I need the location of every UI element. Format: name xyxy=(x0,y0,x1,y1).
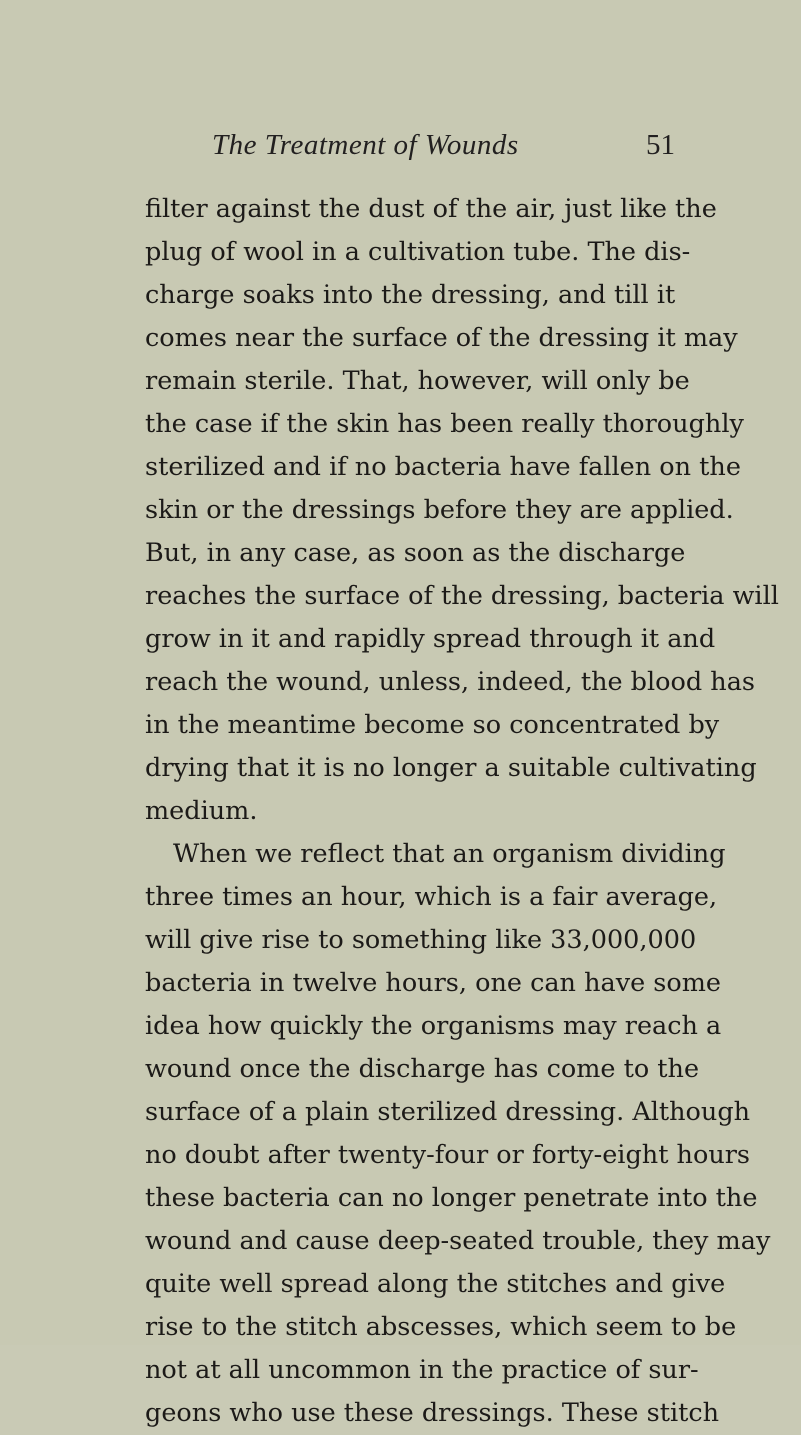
text-line: wound once the discharge has come to the xyxy=(145,1054,700,1084)
text-line: geons who use these dressings. These stitch xyxy=(145,1398,720,1428)
body-text xyxy=(145,188,779,1435)
text-line: drying that it is no longer a suitable cultivating xyxy=(145,753,757,783)
text-line: no doubt after twenty-four or forty-eight hours xyxy=(145,1140,751,1170)
text-line: not at all uncommon in the practice of sur- xyxy=(145,1355,699,1385)
text-line: in the meantime become so concentrated by xyxy=(145,710,720,740)
text-line: remain sterile. That, however, will only be xyxy=(145,366,690,396)
text-line: the case if the skin has been really thoroughly xyxy=(145,409,744,439)
text-line: comes near the surface of the dressing it may xyxy=(145,323,738,353)
text-line: reaches the surface of the dressing, bacteria will xyxy=(145,581,779,611)
text-line: idea how quickly the organisms may reach a xyxy=(145,1011,722,1041)
page-number: 51 xyxy=(646,129,675,161)
text-line: quite well spread along the stitches and give xyxy=(145,1269,726,1299)
text-line: bacteria in twelve hours, one can have some xyxy=(145,968,722,998)
text-line: filter against the dust of the air, just like the xyxy=(145,194,717,224)
text-line: sterilized and if no bacteria have fallen on the xyxy=(145,452,741,482)
text-line: charge soaks into the dressing, and till it xyxy=(145,280,676,310)
text-line: plug of wool in a cultivation tube. The dis- xyxy=(145,237,691,267)
text-line: reach the wound, unless, indeed, the blood has xyxy=(145,667,756,697)
text-line: grow in it and rapidly spread through it and xyxy=(145,624,716,654)
text-line: wound and cause deep-seated trouble, they may xyxy=(145,1226,771,1256)
text-line-paragraph-end: medium. xyxy=(145,796,258,826)
text-line: these bacteria can no longer penetrate into the xyxy=(145,1183,758,1213)
text-line-paragraph-start: When we reflect that an organism dividing xyxy=(173,839,726,869)
text-line: will give rise to something like 33,000,000 xyxy=(145,925,697,955)
text-line: skin or the dressings before they are applied. xyxy=(145,495,734,525)
running-head-title: The Treatment of Wounds xyxy=(212,129,519,161)
text-line: But, in any case, as soon as the discharge xyxy=(145,538,686,568)
text-line: surface of a plain sterilized dressing. Although xyxy=(145,1097,751,1127)
text-line: three times an hour, which is a fair average, xyxy=(145,882,718,912)
text-line: rise to the stitch abscesses, which seem to be xyxy=(145,1312,737,1342)
